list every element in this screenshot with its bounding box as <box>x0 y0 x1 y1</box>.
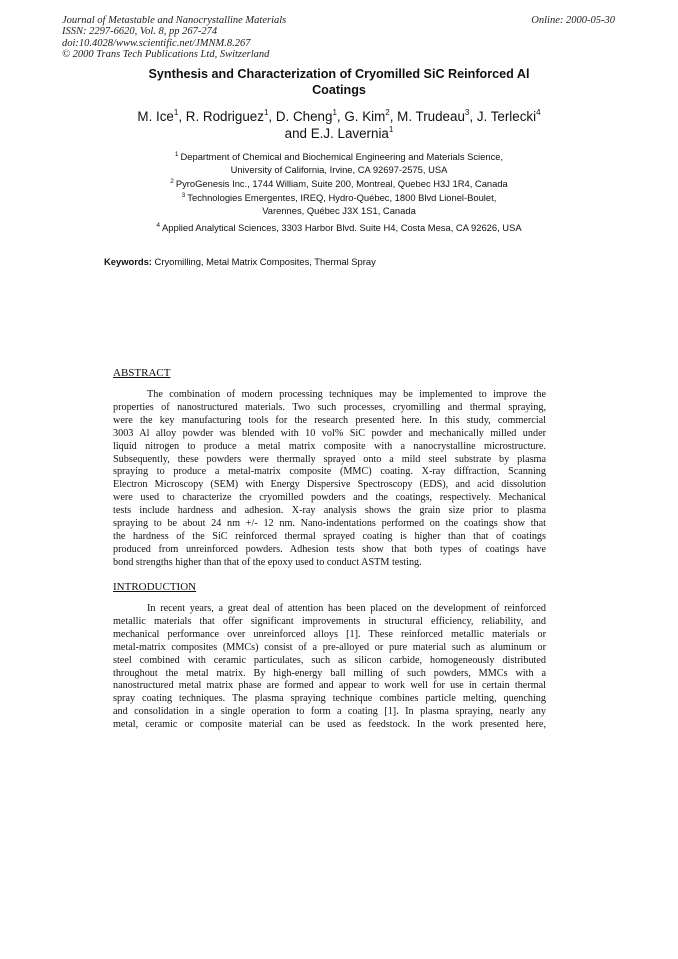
abstract-line: Subsequently, these powders were thermally sprayed onto a mild steel substrate by plasma <box>113 453 546 465</box>
author-affil-mark: 4 <box>536 108 541 117</box>
affiliation-mark: 2 <box>170 178 174 185</box>
introduction-line: nanostructured metal matrix phase are formed and appear to work well for use in certain thermal <box>113 680 546 692</box>
abstract-heading: ABSTRACT <box>113 367 171 379</box>
abstract-line: liquid nitrogen to produce a metal matrix composite with a nanocrystalline microstructure. <box>113 440 546 452</box>
introduction-line: In recent years, a great deal of attention has been placed on the development of reinforced <box>147 603 546 614</box>
keywords <box>104 256 376 267</box>
paper-title <box>100 67 578 98</box>
abstract-line: tests include hardness and adhesion. X-ray analysis shows the grain size prior to plasma <box>113 505 546 517</box>
abstract-line: spraying to be about 24 nm +/- 12 nm. Nano-indentations performed on the coatings show that <box>113 518 546 530</box>
affiliation-line: $^3$ Technologies Emergentes, IREQ, Hydro-Québec, 1800 Blvd Lionel-Boulet, <box>181 192 497 203</box>
affiliation-line: $^2$ PyroGenesis Inc., 1744 William, Suite 200, Montreal, Quebec H3J 1R4, Canada <box>170 178 508 189</box>
journal-header <box>62 15 286 61</box>
affiliation-mark: 4 <box>156 222 161 229</box>
author-line-1: M. Ice$^1$, R. Rodriguez$^1$, D. Cheng$^1$, G. Kim$^2$, M. Trudeau$^3$, J. Terlecki$^4$ <box>137 108 541 124</box>
abstract-line: bond strengths higher than that of the epoxy used to conduct ASTM testing. <box>113 556 422 568</box>
affiliation-line: $^1$ Department of Chemical and Biochemical Engineering and Materials Science, <box>174 151 504 162</box>
affiliation-2 <box>80 178 598 191</box>
introduction-heading: INTRODUCTION <box>113 581 197 593</box>
author-affil-mark: 3 <box>464 108 470 117</box>
abstract-body <box>113 389 546 570</box>
author-name: and E.J. Lavernia <box>284 126 389 141</box>
abstract-line: were the key manufacturing tools for the research presented here. In this study, commercial <box>113 414 546 426</box>
affiliation-4 <box>80 222 598 235</box>
author-affil-mark: 2 <box>385 108 390 117</box>
author-name: R. Rodriguez <box>185 109 264 124</box>
abstract-line: were used to characterize the cryomilled powders and the coatings, respectively. Mechanical <box>113 492 546 504</box>
affiliation-mark: 3 <box>181 192 186 199</box>
affiliation-line: Varennes, Québec J3X 1S1, Canada <box>262 204 416 216</box>
title-line-1: Synthesis and Characterization of Cryomilled SiC Reinforced Al <box>148 67 530 81</box>
author-name: G. Kim <box>344 109 386 124</box>
author-affil-mark: 1 <box>173 108 179 117</box>
introduction-line: metal, ceramic or composite material can be used as feedstock. In the work presented here, <box>113 719 546 731</box>
journal-name: Journal of Metastable and Nanocrystalline Materials <box>62 15 287 26</box>
abstract-line: The combination of modern processing techniques may be implemented to improve the <box>147 389 546 400</box>
author-list <box>80 108 598 142</box>
author-name: J. Terlecki <box>476 109 537 124</box>
introduction-line: steel combined with ceramic particulates, such as silicon carbide, homogeneously distributed <box>113 654 546 666</box>
online-date: Online: 2000-05-30 <box>531 15 615 26</box>
affiliation-mark: 1 <box>174 151 179 158</box>
introduction-line: spray coating techniques. The plasma spraying technique combines particle melting, quenching <box>113 693 546 705</box>
abstract-line: 3003 Al alloy powder was blended with 10 vol% SiC powder and mechanically milled under <box>113 427 546 439</box>
introduction-line: and consolidation in a single operation to form a coating [1]. In plasma spraying, nearly any <box>113 706 546 718</box>
author-affil-mark: 1 <box>263 108 269 117</box>
affiliation-line: University of California, Irvine, CA 92697-2575, USA <box>230 163 448 175</box>
introduction-line: metal-matrix composites (MMCs) consist of a pre-alloyed or pure material such as aluminum or <box>113 641 546 653</box>
abstract-line: the hardness of the SiC reinforced thermal sprayed coating is higher than that of coatings <box>113 530 546 542</box>
journal-issn: ISSN: 2297-6620, Vol. 8, pp 267-274 <box>62 26 218 38</box>
affiliation-line: $^4$ Applied Analytical Sciences, 3303 Harbor Blvd. Suite H4, Costa Mesa, CA 92626, USA <box>156 222 522 233</box>
affiliation-3 <box>80 192 598 217</box>
introduction-line: mechanical performance over unreinforced alloys [1]. These reinforced metallic materials or <box>113 628 546 640</box>
abstract-line: Electron Microscopy (SEM) with Energy Dispersive Spectroscopy (EDS), and acid dissolution <box>113 479 546 491</box>
keywords-text: Cryomilling, Metal Matrix Composites, Thermal Spray <box>154 256 376 267</box>
journal-copyright: © 2000 Trans Tech Publications Ltd, Switzerland <box>62 49 270 61</box>
introduction-line: throughout the metal matrix. By high-energy ball milling of such powders, MMCs with a <box>113 667 546 679</box>
introduction-body <box>113 603 546 732</box>
title-line-2: Coatings <box>312 82 366 97</box>
author-name: M. Ice <box>137 109 174 124</box>
abstract-line: produced from unreinforced powders. Adhesion tests show that both types of coatings have <box>113 543 546 555</box>
introduction-line: metallic materials that offer significant improvements in structural efficiency, reliability, and <box>113 615 546 627</box>
author-affil-mark: 1 <box>332 108 337 117</box>
journal-doi: doi:10.4028/www.scientific.net/JMNM.8.267 <box>62 37 251 49</box>
abstract-line: spraying to produce a metal-matrix composite (MMC) coating. X-ray diffraction, Scanning <box>113 466 546 478</box>
author-affil-mark: 1 <box>388 125 394 134</box>
author-name: M. Trudeau <box>397 109 465 124</box>
affiliation-1 <box>80 151 598 176</box>
abstract-line: properties of nanostructured materials. Two such processes, cryomilling and thermal spraying, <box>113 401 546 413</box>
keywords-label: Keywords: <box>104 256 152 267</box>
author-name: D. Cheng <box>275 109 333 124</box>
author-line-2 <box>80 125 598 142</box>
